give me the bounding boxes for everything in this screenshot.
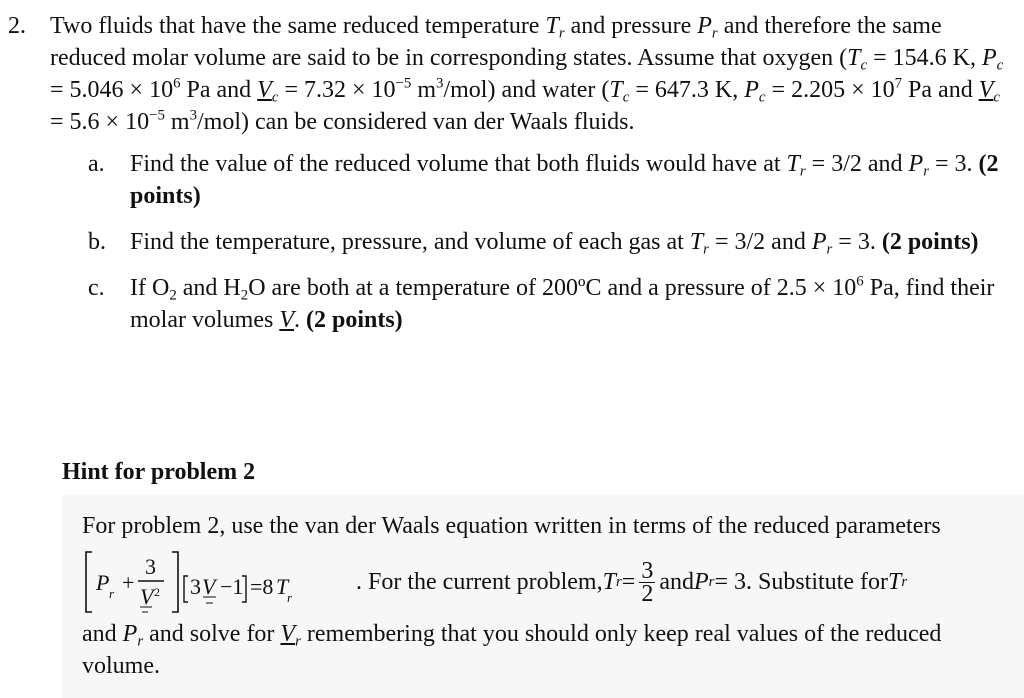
part-letter: a. <box>88 151 105 177</box>
problem-intro: Two fluids that have the same reduced temperature $T_r$ and pressure $P_r$ and therefore the same reduced molar volume are said to be in corresponding states. Assume that oxygen ($T_c = 154.6$ K, $P_c = 5.046 \times 10^6$ Pa and $V_c = 7.32 \times 10^{-5}$ $m^3/mol$) and water ($T_c = 647.3$ K, $P_c = 2.205 \times 10^7$ Pa and $V_c = 5.6 \times 10^{-5}$ $m^3/mol$) can be considered van der Waals fluids. <box>50 13 1004 135</box>
three-halves-fraction: $\frac{3}{2}$ <box>641 557 654 607</box>
part-a: a. Find the value of the reduced volume that both fluids would have at $T_r = 3/2$ and $P_r = 3$. (2 points) <box>88 148 1018 212</box>
svg-text:T: T <box>276 574 289 599</box>
svg-text:V: V <box>202 574 216 599</box>
svg-text:+: + <box>122 570 135 595</box>
part-letter: c. <box>88 275 105 301</box>
points-label: (2 points) <box>881 229 979 255</box>
svg-text:=8: =8 <box>250 574 274 599</box>
problem-statement <box>50 10 1018 138</box>
svg-text:P: P <box>96 570 110 595</box>
hint-line-1: For problem 2, use the van der Waals equation written in terms of the reduced parameters <box>82 513 941 539</box>
problem-number: 2. <box>8 13 26 39</box>
svg-text:V: V <box>140 584 154 609</box>
van-der-waals-equation-row: P r + 3 V 2 3 V −1 =8 T r . For the current problem, T r = $\frac{3}{2}$ and P r = 3. Substitute for T r <box>82 546 1022 618</box>
hint-title: Hint for problem 2 <box>62 459 256 485</box>
sub-questions <box>88 148 1018 336</box>
part-c: c. If $O_2$ and $H_2O$ are both at a temperature of 200ºC and a pressure of $2.5 \times 10^6$ Pa, find their molar volumes V. (2 points) <box>88 273 995 333</box>
svg-text:3: 3 <box>190 574 201 599</box>
svg-text:r: r <box>109 586 115 601</box>
hint-body <box>82 510 1022 682</box>
part-b: b. Find the temperature, pressure, and volume of each gas at $T_r = 3/2$ and $P_r = 3$. (2 points) <box>88 226 1018 258</box>
points-label: (2 points) <box>130 151 999 209</box>
svg-text:2: 2 <box>154 585 160 599</box>
points-label: (2 points) <box>305 307 403 333</box>
svg-text:−1: −1 <box>220 574 244 599</box>
hint-line-3: and $P_r$ and solve for $V_r$ remembering that you should only keep real values of the reduced volume. <box>82 621 942 679</box>
hint-section <box>62 444 1022 679</box>
van-der-waals-equation <box>82 546 350 618</box>
svg-text:r: r <box>287 590 293 605</box>
svg-text:3: 3 <box>145 554 156 579</box>
problem-2 <box>8 10 1018 350</box>
part-letter: b. <box>88 229 106 255</box>
